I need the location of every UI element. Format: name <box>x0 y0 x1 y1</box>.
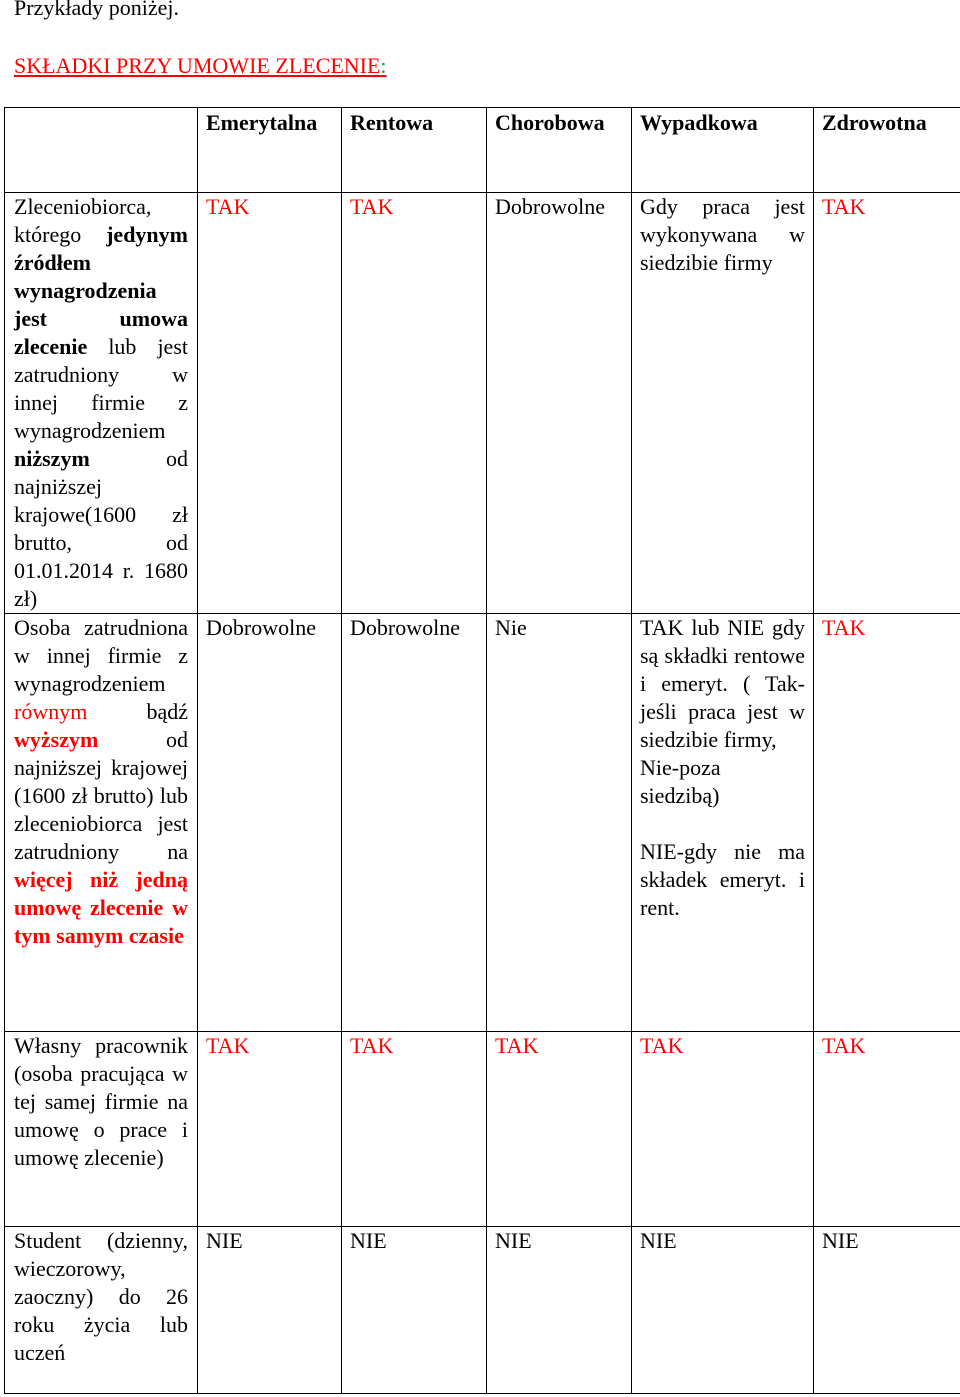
cell-rentowa <box>342 193 487 614</box>
cell-text: Nie <box>495 615 527 640</box>
row-label-text: niższym <box>14 446 90 471</box>
row-label-text: bądź <box>87 699 188 724</box>
section-title <box>14 52 387 80</box>
header-zdrowotna: Zdrowotna <box>814 108 960 193</box>
cell-rentowa <box>342 1032 487 1227</box>
section-title-text: SKŁADKI PRZY UMOWIE ZLECENIE <box>14 53 381 78</box>
cell-chorobowa <box>487 614 632 1032</box>
cell-text: NIE <box>822 1228 859 1253</box>
header-wypadkowa: Wypadkowa <box>632 108 814 193</box>
cell-chorobowa <box>487 1227 632 1394</box>
cell-text: TAK <box>206 1033 250 1058</box>
header-rentowa: Rentowa <box>342 108 487 193</box>
row-label-text: Osoba zatrudniona w innej firmie z wynagrodzeniem <box>14 615 188 696</box>
row-label-text: Własny pracownik (osoba pracująca w tej samej firmie na umowę o prace i umowę zlecenie) <box>14 1033 188 1170</box>
row-label <box>5 614 198 1032</box>
cell-text: NIE <box>206 1228 243 1253</box>
cell-text-line: NIE-gdy nie ma składek emeryt. i rent. <box>640 839 805 920</box>
header-chorobowa: Chorobowa <box>487 108 632 193</box>
cell-rentowa <box>342 614 487 1032</box>
row-label-text: od najniższej krajowe(1600 zł brutto, od 01.01.2014 r. 1680 zł) <box>14 446 188 611</box>
cell-chorobowa <box>487 193 632 614</box>
intro-text: Przykłady poniżej. <box>14 0 179 20</box>
cell-zdrowotna <box>814 614 960 1032</box>
cell-text: TAK <box>206 194 250 219</box>
cell-text: Gdy praca jest wykonywana w siedzibie firmy <box>640 194 805 275</box>
cell-emerytalna <box>198 193 342 614</box>
table-row <box>5 614 960 1032</box>
table-row <box>5 193 960 614</box>
cell-text-line: Nie-poza siedzibą) <box>640 755 721 808</box>
cell-wypadkowa <box>632 193 814 614</box>
cell-text: Dobrowolne <box>495 194 605 219</box>
row-label <box>5 1032 198 1227</box>
cell-text-line: TAK lub NIE gdy są składki rentowe i emeryt. ( Tak-jeśli praca jest w siedzibie firmy, <box>640 615 805 752</box>
table-row <box>5 1227 960 1394</box>
cell-text: TAK <box>822 615 866 640</box>
row-label-text: lub jest zatrudniony w innej firmie z wynagrodzeniem <box>14 334 188 443</box>
cell-emerytalna <box>198 1227 342 1394</box>
row-label-text: Student (dzienny, wieczorowy, zaoczny) do 26 roku życia lub uczeń <box>14 1228 188 1365</box>
header-row <box>5 108 960 193</box>
header-cell-empty <box>5 108 198 193</box>
row-label-text: wyższym <box>14 727 99 752</box>
cell-wypadkowa <box>632 614 814 1032</box>
cell-text: TAK <box>495 1033 539 1058</box>
cell-text: NIE <box>640 1228 677 1253</box>
cell-text: TAK <box>822 194 866 219</box>
row-label-text: od najniższej krajowej (1600 zł brutto) lub zleceniobiorca jest zatrudniony na <box>14 727 188 864</box>
cell-text: TAK <box>822 1033 866 1058</box>
cell-text: TAK <box>640 1033 684 1058</box>
cell-emerytalna <box>198 614 342 1032</box>
cell-wypadkowa <box>632 1227 814 1394</box>
cell-text: TAK <box>350 1033 394 1058</box>
row-label-text: więcej niż jedną umowę zlecenie w tym samym czasie <box>14 867 188 948</box>
cell-text: Dobrowolne <box>350 615 460 640</box>
table-row <box>5 1032 960 1227</box>
row-label-text: Zleceniobiorca, którego <box>14 194 152 247</box>
cell-emerytalna <box>198 1032 342 1227</box>
row-label <box>5 193 198 614</box>
cell-text: NIE <box>495 1228 532 1253</box>
cell-text-line <box>640 810 805 838</box>
cell-text: Dobrowolne <box>206 615 316 640</box>
cell-zdrowotna <box>814 1032 960 1227</box>
header-emerytalna: Emerytalna <box>198 108 342 193</box>
row-label-text: równym <box>14 699 88 724</box>
contributions-table <box>4 107 960 1394</box>
cell-rentowa <box>342 1227 487 1394</box>
cell-text: NIE <box>350 1228 387 1253</box>
cell-wypadkowa <box>632 1032 814 1227</box>
row-label <box>5 1227 198 1394</box>
cell-chorobowa <box>487 1032 632 1227</box>
cell-zdrowotna <box>814 193 960 614</box>
row-label-text: jedynym źródłem wynagrodzenia jest umowa zlecenie <box>14 222 188 359</box>
cell-zdrowotna <box>814 1227 960 1394</box>
section-title-colon: : <box>380 53 387 78</box>
cell-text: TAK <box>350 194 394 219</box>
